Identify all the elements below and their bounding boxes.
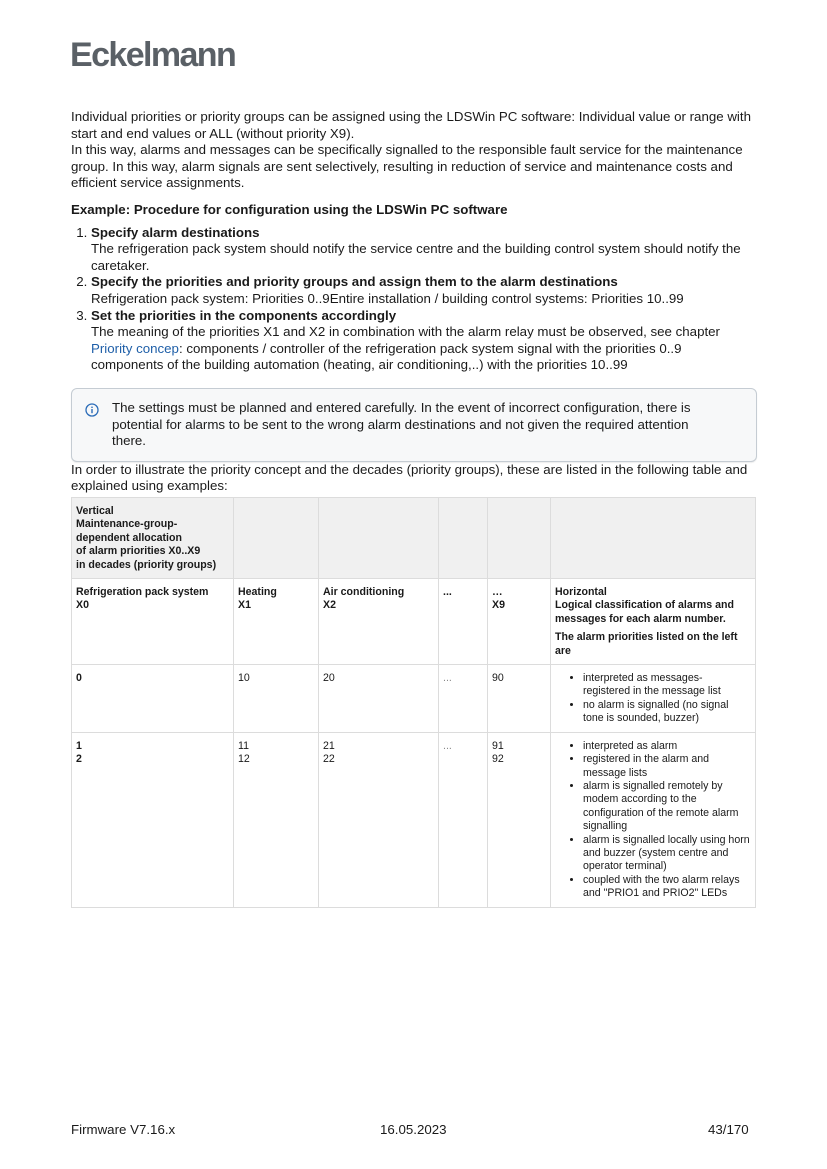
- table-cell: [551, 732, 756, 907]
- column-header: Refrigeration pack system X0: [72, 579, 234, 665]
- footer-version: Firmware V7.16.x: [71, 1122, 176, 1137]
- step-item: [91, 225, 757, 275]
- list-item: • registered in the alarm and message lists: [583, 753, 751, 780]
- vertical-header-cell: Vertical Maintenance-group-dependent allocation of alarm priorities X0..X9 in decades (priority groups): [72, 498, 234, 579]
- empty-header-cell: [234, 498, 319, 579]
- table-cell: ...: [439, 665, 488, 733]
- company-logo: Eckelmann: [70, 36, 236, 74]
- empty-header-cell: [488, 498, 551, 579]
- step-description: Refrigeration pack system: Priorities 0..9Entire installation / building control systems: Priorities 10..99: [91, 290, 684, 306]
- main-content: [71, 109, 757, 495]
- step-title: Set the priorities in the components accordingly: [91, 307, 397, 323]
- horizontal-header-cell: Horizontal Logical classification of alarms and messages for each alarm number. The alarm priorities listed on the left are: [551, 579, 756, 665]
- column-header: Heating X1: [234, 579, 319, 665]
- table-cell: 21 22: [319, 732, 439, 907]
- step-description-text: The meaning of the priorities X1 and X2 in combination with the alarm relay must be observed, see chapter: [91, 324, 720, 340]
- list-item: • interpreted as messages- registered in the message list: [583, 672, 751, 699]
- table-intro: In order to illustrate the priority concept and the decades (priority groups), these are listed in the following table and explained using examples:: [71, 461, 748, 494]
- list-item: • alarm is signalled remotely by modem according to the configuration of the remote alarm signalling: [583, 780, 751, 834]
- table-cell: ...: [439, 732, 488, 907]
- list-item: • coupled with the two alarm relays and "PRIO1 and PRIO2" LEDs: [583, 874, 751, 901]
- intro-paragraph-1: Individual priorities or priority groups can be assigned using the LDSWin PC software: Individual value or range with start and end values or ALL (without priority X9).: [71, 109, 751, 141]
- column-header: … X9: [488, 579, 551, 665]
- priority-concept-link[interactable]: Priority concep: [91, 340, 179, 356]
- footer-date: 16.05.2023: [380, 1122, 447, 1137]
- step-title: Specify the priorities and priority groups and assign them to the alarm destinations: [91, 274, 618, 290]
- empty-header-cell: [439, 498, 488, 579]
- step-item: [91, 274, 757, 307]
- table-row: [72, 665, 756, 733]
- step-description: The refrigeration pack system should notify the service centre and the building control system should notify the caretaker.: [91, 241, 741, 273]
- table-cell: [551, 665, 756, 733]
- table-cell: 11 12: [234, 732, 319, 907]
- empty-header-cell: [319, 498, 439, 579]
- footer-page-number: 43/170: [708, 1122, 749, 1137]
- priority-table: [71, 497, 756, 908]
- table-row: [72, 732, 756, 907]
- table-column-header-row: [72, 579, 756, 665]
- step-description: [91, 324, 757, 374]
- table-header-row: [72, 498, 756, 579]
- note-text: The settings must be planned and entered carefully. In the event of incorrect configuration, there is potential for alarms to be sent to the wrong alarm destinations and not given the required attention there.: [112, 399, 691, 449]
- table-cell: 91 92: [488, 732, 551, 907]
- table-cell: 1 2: [72, 732, 234, 907]
- example-heading: Example: Procedure for configuration using the LDSWin PC software: [71, 201, 508, 217]
- column-header: ...: [439, 579, 488, 665]
- step-title: Specify alarm destinations: [91, 224, 260, 240]
- step-description-text: : components / controller of the refrigeration pack system signal with the priorities 0..9 components of the building automation (heating, air conditioning,..) with the priorities 10..99: [91, 340, 682, 373]
- table-cell: 0: [72, 665, 234, 733]
- list-item: • alarm is signalled locally using horn and buzzer (system centre and operator terminal): [583, 834, 751, 874]
- info-note: [71, 388, 757, 462]
- list-item: • no alarm is signalled (no signal tone is sounded, buzzer): [583, 699, 751, 726]
- table-cell: 10: [234, 665, 319, 733]
- bullet-list: [555, 740, 751, 901]
- intro-paragraph-2: In this way, alarms and messages can be specifically signalled to the responsible fault service for the maintenance group. In this way, alarm signals are sent selectively, resulting in reduction of service and maintenance costs and efficient service assignments.: [71, 142, 743, 191]
- info-icon: [85, 403, 99, 417]
- empty-header-cell: [551, 498, 756, 579]
- bullet-list: [555, 672, 751, 726]
- list-item: • interpreted as alarm: [583, 740, 751, 753]
- table-cell: 20: [319, 665, 439, 733]
- step-item: [91, 308, 757, 374]
- steps-list: [71, 225, 757, 374]
- column-header: Air conditioning X2: [319, 579, 439, 665]
- table-cell: 90: [488, 665, 551, 733]
